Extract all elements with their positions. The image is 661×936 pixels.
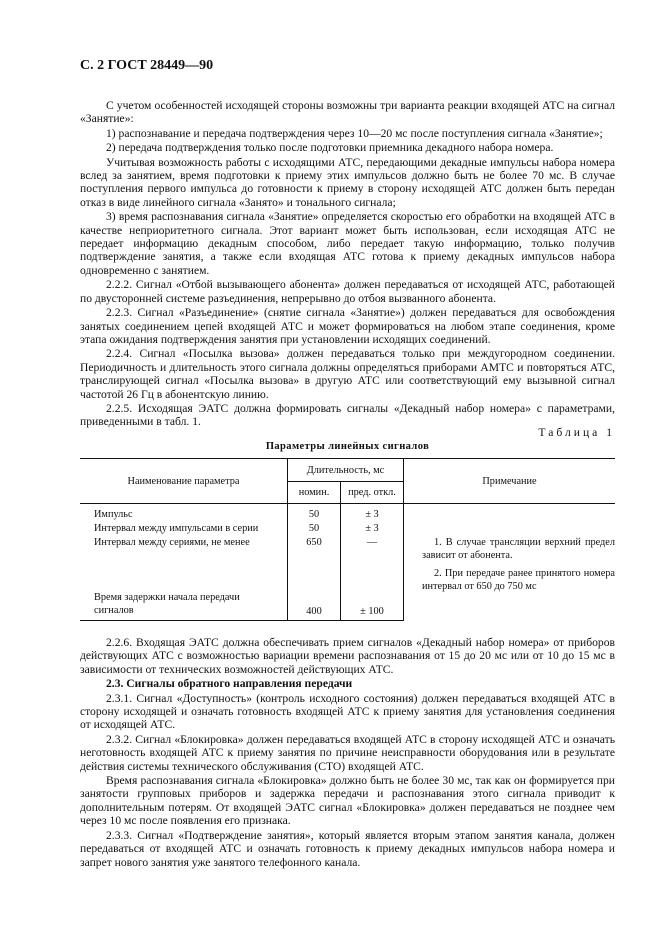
- paragraph: 3) время распознавания сигнала «Занятие» определяется скоростью его обработки на входящей АТС в качестве неприоритетного сигнала. Этот вариант может быть использован, если исходящая АТС не передает информацию декадным способом, либо передает такую информацию, только получив подтверждение занятия, а также если входящая АТС готова к приему декадных импульсов набора одновременно с занятием.: [80, 210, 615, 277]
- note: 2. При передаче ранее принятого номера интервал от 650 до 750 мс: [422, 568, 615, 592]
- cell-nominal: 400: [288, 551, 341, 621]
- header-duration: Длительность, мс: [288, 459, 404, 482]
- cell-deviation: —: [341, 537, 404, 551]
- cell-notes: [404, 504, 616, 621]
- paragraph: 2.2.3. Сигнал «Разъединение» (снятие сигнала «Занятие») должен передаваться для освобождения занятых соединением цепей входящей АТС и может формироваться на любом этапе соединения, кроме этапа ожидания подтверждения занятия при установлении исходящих соединений.: [80, 306, 615, 346]
- paragraph: 2.2.6. Входящая ЭАТС должна обеспечивать прием сигналов «Декадный набор номера» от приборов действующих АТС с возможностью вариации времени распознавания от 15 до 20 мс или от 10 до 15 мс в зависимости от технических возможностей действующих АТС.: [80, 636, 615, 676]
- paragraph: 2.2.4. Сигнал «Посылка вызова» должен передаваться только при междугородном соединении. Периодичность и длительность этого сигнала должны определяться приборами АМТС и повторяться АТС, транслирующей сигнал «Посылка вызова» в другую АТС или соответствующий ему вызывной сигнал частотой 26 Гц в абонентскую линию.: [80, 347, 615, 401]
- header-note: Примечание: [404, 459, 616, 504]
- cell-nominal: 650: [288, 537, 341, 551]
- table-caption: Таблица 1: [538, 426, 615, 439]
- cell-deviation: ± 3: [341, 504, 404, 524]
- paragraph: 1) распознавание и передача подтверждения через 10—20 мс после поступления сигнала «Занятие»;: [106, 126, 603, 140]
- cell-name: Интервал между сериями, не менее: [80, 537, 288, 551]
- cell-nominal: 50: [288, 504, 341, 524]
- cell-nominal: 50: [288, 523, 341, 537]
- paragraph: 2.2.2. Сигнал «Отбой вызывающего абонента» должен передаваться от исходящей АТС, работающей по двусторонней системе разъединения, непрерывно до отбоя вызванного абонента.: [80, 278, 615, 305]
- header-deviation: пред. откл.: [341, 482, 404, 504]
- parameters-table: [80, 458, 615, 621]
- paragraph: С учетом особенностей исходящей стороны возможны три варианта реакции входящей АТС на сигнал «Занятие»:: [80, 99, 615, 126]
- page-header: С. 2 ГОСТ 28449—90: [80, 58, 214, 73]
- body-text-top: [80, 99, 615, 430]
- paragraph: Время распознавания сигнала «Блокировка» должно быть не более 30 мс, так как он формируется при занятости групповых приборов и задержка передачи и распознавания этого сигнала приводит к дополнительным потерям. От входящей ЭАТС сигнал «Блокировка» должен передаваться не позднее чем через 10 мс после появления его признака.: [80, 774, 615, 828]
- note: 1. В случае трансляции верхний предел зависит от абонента.: [422, 537, 615, 561]
- paragraph: 2.3.3. Сигнал «Подтверждение занятия», который является вторым этапом занятия канала, должен передаваться от входящей АТС и означать готовность к приему декадных импульсов набора номера и запрет нового занятия уже занятого телефонного канала.: [80, 828, 615, 869]
- cell-name: Время задержки начала передачи сигналов: [80, 551, 288, 621]
- cell-deviation: ± 100: [341, 551, 404, 621]
- body-text-bottom: [80, 636, 615, 870]
- header-name: Наименование параметра: [80, 459, 288, 504]
- cell-name: Интервал между импульсами в серии: [80, 523, 288, 537]
- table-title: Параметры линейных сигналов: [265, 441, 430, 452]
- paragraph: 2.3.2. Сигнал «Блокировка» должен передаваться входящей АТС в сторону исходящей АТС и означать неготовность входящей АТС к приему занятия по причине неисправности оборудования или в результате действия системы технического обслуживания (СТО) входящей АТС.: [80, 732, 615, 773]
- table-row: [80, 504, 615, 524]
- header-nominal: номин.: [288, 482, 341, 504]
- paragraph: Учитывая возможность работы с исходящими АТС, передающими декадные импульсы набора номера вслед за занятием, время подготовки к приему этих импульсов должно быть не более 70 мс. В случае поступления первого импульса до готовности к приему в сторону исходящей АТС должен быть передан отказ в виде линейного сигнала «Занято» и тонального сигнала;: [80, 155, 615, 209]
- paragraph: 2.3.1. Сигнал «Доступность» (контроль исходного состояния) должен передаваться входящей АТС в сторону исходящей и означать готовность входящей АТС к приему занятия для установления соединения от исходящей АТС.: [80, 691, 615, 732]
- section-heading: 2.3. Сигналы обратного направления передачи: [106, 677, 353, 691]
- paragraph: 2.2.5. Исходящая ЭАТС должна формировать сигналы «Декадный набор номера» с параметрами, приведенными в табл. 1.: [80, 401, 615, 429]
- cell-deviation: ± 3: [341, 523, 404, 537]
- paragraph: 2) передача подтверждения только после подготовки приемника декадного набора номера.: [106, 141, 554, 155]
- cell-name: Импульс: [80, 504, 288, 524]
